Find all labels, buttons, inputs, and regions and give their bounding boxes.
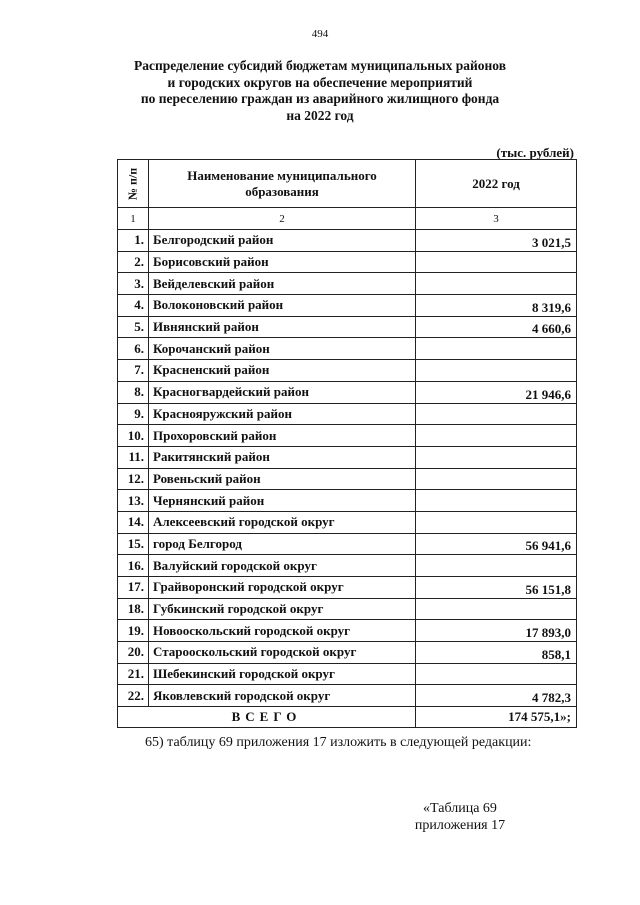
- row-num: 18.: [118, 598, 149, 620]
- row-name: город Белгород: [149, 533, 416, 555]
- page-number: 494: [311, 28, 329, 40]
- row-name: Яковлевский городской округ: [149, 685, 416, 707]
- row-value: 56 941,6: [416, 533, 577, 555]
- row-value: 8 319,6: [416, 295, 577, 317]
- row-value: [416, 403, 577, 425]
- table-row: [118, 425, 577, 447]
- table-row: [118, 511, 577, 533]
- row-num: 15.: [118, 533, 149, 555]
- row-value: 56 151,8: [416, 577, 577, 599]
- table-row: [118, 490, 577, 512]
- row-name: Губкинский городской округ: [149, 598, 416, 620]
- row-name: Краснояружский район: [149, 403, 416, 425]
- row-num: 17.: [118, 577, 149, 599]
- row-name: Валуйский городской округ: [149, 555, 416, 577]
- total-label: ВСЕГО: [118, 707, 416, 728]
- row-value: [416, 273, 577, 295]
- row-num: 20.: [118, 642, 149, 664]
- total-value: 174 575,1»;: [416, 707, 577, 728]
- row-num: 8.: [118, 381, 149, 403]
- row-value: [416, 468, 577, 490]
- table-row: [118, 598, 577, 620]
- index-cell: 3: [416, 208, 577, 230]
- total-row: [118, 707, 577, 728]
- row-value: [416, 360, 577, 382]
- row-num: 13.: [118, 490, 149, 512]
- row-value: 3 021,5: [416, 230, 577, 252]
- row-value: [416, 511, 577, 533]
- row-num: 12.: [118, 468, 149, 490]
- table-row: [118, 381, 577, 403]
- table-row: [118, 251, 577, 273]
- table-row: [118, 316, 577, 338]
- row-name: Красненский район: [149, 360, 416, 382]
- row-name: Ивнянский район: [149, 316, 416, 338]
- table-row: [118, 577, 577, 599]
- row-value: [416, 555, 577, 577]
- header-row: [118, 160, 577, 208]
- row-value: [416, 446, 577, 468]
- row-name: Борисовский район: [149, 251, 416, 273]
- row-num: 4.: [118, 295, 149, 317]
- index-cell: 1: [118, 208, 149, 230]
- row-name: Ровеньский район: [149, 468, 416, 490]
- table-row: [118, 273, 577, 295]
- row-num: 6.: [118, 338, 149, 360]
- index-cell: 2: [149, 208, 416, 230]
- title-line: по переселению граждан из аварийного жилищного фонда: [140, 91, 500, 106]
- row-value: 4 782,3: [416, 685, 577, 707]
- row-value: [416, 425, 577, 447]
- row-name: Волоконовский район: [149, 295, 416, 317]
- row-name: Старооскольский городской округ: [149, 642, 416, 664]
- title-line: и городских округов на обеспечение мероприятий: [167, 74, 473, 90]
- subsidy-table: [117, 159, 577, 728]
- title-line: Распределение субсидий бюджетам муниципальных районов: [133, 58, 507, 73]
- row-name: Грайворонский городской округ: [149, 577, 416, 599]
- row-num: 9.: [118, 403, 149, 425]
- row-num: 3.: [118, 273, 149, 295]
- title-line: на 2022 год: [286, 107, 354, 123]
- row-value: 21 946,6: [416, 381, 577, 403]
- table-row: [118, 533, 577, 555]
- row-num: 21.: [118, 663, 149, 685]
- row-value: [416, 663, 577, 685]
- table-row: [118, 403, 577, 425]
- row-value: [416, 490, 577, 512]
- row-num: 16.: [118, 555, 149, 577]
- row-name: Ракитянский район: [149, 446, 416, 468]
- row-num: 2.: [118, 251, 149, 273]
- row-name: Шебекинский городской округ: [149, 663, 416, 685]
- row-name: Алексеевский городской округ: [149, 511, 416, 533]
- row-num: 14.: [118, 511, 149, 533]
- header-name: Наименование муниципального образования: [149, 160, 416, 208]
- row-num: 10.: [118, 425, 149, 447]
- row-value: [416, 338, 577, 360]
- document-title: [0, 58, 640, 124]
- row-value: [416, 598, 577, 620]
- table-row: [118, 446, 577, 468]
- row-num: 11.: [118, 446, 149, 468]
- row-name: Красногвардейский район: [149, 381, 416, 403]
- table-row: [118, 295, 577, 317]
- amendment-note: 65) таблицу 69 приложения 17 изложить в следующей редакции:: [145, 735, 532, 750]
- row-num: 1.: [118, 230, 149, 252]
- table-row: [118, 555, 577, 577]
- row-num: 19.: [118, 620, 149, 642]
- header-num: № п/п: [118, 160, 149, 208]
- row-value: 858,1: [416, 642, 577, 664]
- header-year: 2022 год: [416, 160, 577, 208]
- row-name: Прохоровский район: [149, 425, 416, 447]
- row-name: Новооскольский городской округ: [149, 620, 416, 642]
- table-ref-line: «Таблица 69: [423, 801, 497, 816]
- row-value: [416, 251, 577, 273]
- row-value: 4 660,6: [416, 316, 577, 338]
- row-name: Белгородский район: [149, 230, 416, 252]
- table-ref-line: приложения 17: [414, 818, 506, 833]
- row-name: Корочанский район: [149, 338, 416, 360]
- table-row: [118, 360, 577, 382]
- table-row: [118, 338, 577, 360]
- index-row: [118, 208, 577, 230]
- units-label: (тыс. рублей): [496, 145, 574, 160]
- row-name: Вейделевский район: [149, 273, 416, 295]
- row-name: Чернянский район: [149, 490, 416, 512]
- row-num: 7.: [118, 360, 149, 382]
- table-row: [118, 663, 577, 685]
- row-num: 22.: [118, 685, 149, 707]
- table-row: [118, 642, 577, 664]
- row-num: 5.: [118, 316, 149, 338]
- table-row: [118, 685, 577, 707]
- table-row: [118, 230, 577, 252]
- table-row: [118, 620, 577, 642]
- table-reference: [400, 800, 520, 834]
- table-row: [118, 468, 577, 490]
- row-value: 17 893,0: [416, 620, 577, 642]
